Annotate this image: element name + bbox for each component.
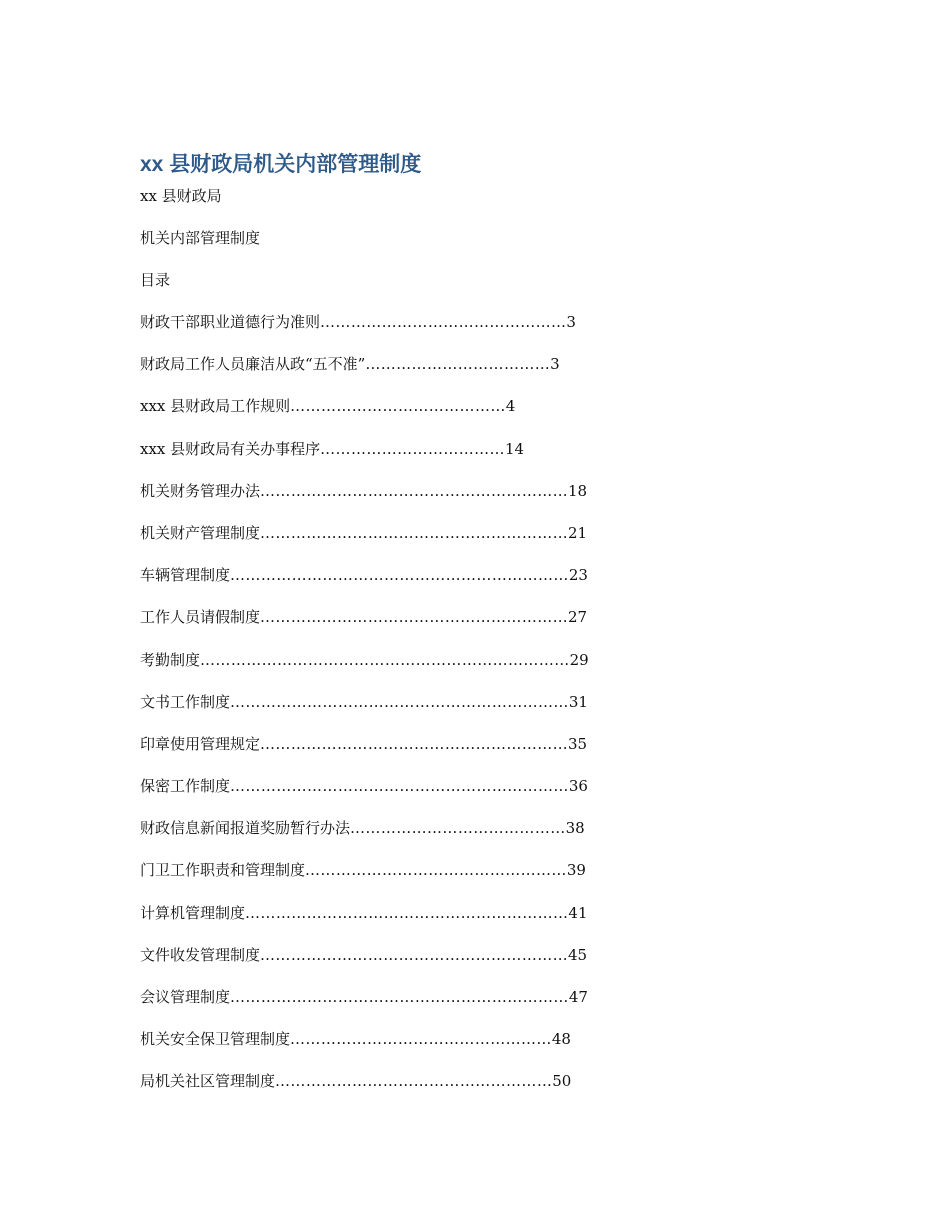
toc-entry-title: 机关财务管理办法 (140, 481, 261, 500)
toc-dot-leader: ……………………………………………… (275, 1072, 553, 1091)
toc-entry-title: 财政局工作人员廉洁从政“五不准” (140, 355, 366, 374)
toc-entry[interactable] (140, 312, 589, 332)
toc-entry-page: 50 (552, 1072, 572, 1091)
organization-line: xx 县财政局 (140, 187, 222, 205)
toc-dot-leader: …………………………………………… (305, 861, 567, 880)
toc-dot-leader: …………………………………… (290, 397, 506, 416)
toc-entry-page: 48 (551, 1030, 571, 1049)
toc-dot-leader: ………………………………………… (320, 313, 567, 331)
toc-dot-leader: ………………………………………………………… (230, 988, 569, 1006)
toc-entry-title: 计算机管理制度 (140, 903, 246, 922)
toc-entry-title: 财政干部职业道德行为准则 (140, 313, 321, 331)
toc-entry-title: 工作人员请假制度 (140, 608, 261, 627)
document-title: xx 县财政局机关内部管理制度 (140, 153, 422, 176)
toc-entry-page: 31 (568, 692, 588, 711)
toc-dot-leader: …………………………………… (350, 819, 566, 838)
toc-entry[interactable] (140, 734, 589, 754)
toc-entry[interactable] (140, 903, 589, 923)
toc-entry[interactable] (140, 481, 589, 501)
toc-entry-title: 文件收发管理制度 (140, 945, 261, 964)
toc-entry-title: 保密工作制度 (140, 777, 231, 796)
toc-entry-title: 机关财产管理制度 (140, 523, 261, 542)
toc-entry[interactable] (140, 1029, 589, 1049)
toc-entry-title: 印章使用管理规定 (140, 734, 261, 753)
toc-entry-page: 18 (568, 481, 588, 500)
toc-dot-leader: ……………………………… (365, 355, 551, 374)
toc-dot-leader: …………………………………………… (290, 1030, 552, 1049)
toc-entry-page: 35 (568, 734, 588, 753)
toc-entry-page: 3 (550, 355, 560, 374)
subtitle-line: 机关内部管理制度 (140, 229, 261, 247)
toc-entry[interactable] (140, 692, 589, 712)
toc-entry-title: xxx 县财政局工作规则 (140, 397, 291, 416)
toc-entry[interactable] (140, 860, 589, 880)
toc-entry-title: 机关安全保卫管理制度 (140, 1030, 291, 1049)
toc-dot-leader: …………………………………………………… (260, 481, 569, 500)
toc-entry-title: xxx 县财政局有关办事程序 (140, 439, 321, 458)
toc-dot-leader: ………………………………………………………… (230, 566, 569, 585)
toc-entry-page: 23 (568, 566, 588, 585)
toc-entry[interactable] (140, 565, 589, 585)
toc-entry-page: 3 (566, 313, 576, 331)
table-of-contents (140, 312, 589, 1114)
toc-entry[interactable] (140, 1071, 589, 1091)
toc-entry-page: 47 (568, 988, 588, 1006)
toc-entry-title: 考勤制度 (140, 650, 201, 669)
toc-entry-page: 29 (569, 650, 589, 669)
toc-dot-leader: …………………………………………………… (260, 945, 569, 964)
toc-entry-page: 27 (568, 608, 588, 627)
toc-entry-page: 14 (504, 439, 525, 458)
toc-entry[interactable] (140, 396, 589, 416)
toc-entry-title: 会议管理制度 (140, 988, 231, 1006)
toc-entry[interactable] (140, 776, 589, 796)
toc-dot-leader: ………………………………………………………… (230, 692, 569, 711)
toc-entry-page: 39 (566, 861, 586, 880)
toc-entry[interactable] (140, 607, 589, 627)
toc-dot-leader: …………………………………………………… (260, 608, 569, 627)
toc-entry[interactable] (140, 650, 589, 670)
toc-dot-leader: …………………………………………………… (260, 734, 569, 753)
toc-heading: 目录 (140, 271, 171, 289)
toc-entry[interactable] (140, 945, 589, 965)
toc-entry-title: 文书工作制度 (140, 692, 231, 711)
toc-entry[interactable] (140, 354, 589, 374)
toc-entry-title: 财政信息新闻报道奖励暂行办法 (140, 819, 351, 838)
toc-entry-title: 局机关社区管理制度 (140, 1072, 276, 1091)
toc-dot-leader: ……………………………………………………… (245, 903, 569, 922)
toc-entry-title: 门卫工作职责和管理制度 (140, 861, 306, 880)
toc-entry-page: 45 (568, 945, 588, 964)
toc-entry[interactable] (140, 987, 589, 1007)
toc-entry-page: 4 (505, 397, 516, 416)
toc-entry-page: 36 (568, 777, 588, 796)
toc-entry-page: 38 (565, 819, 585, 838)
toc-dot-leader: ……………………………………………………………… (200, 650, 570, 669)
toc-dot-leader: ………………………………………………………… (230, 777, 569, 796)
toc-entry-page: 41 (568, 903, 588, 922)
toc-dot-leader: …………………………………………………… (260, 523, 569, 542)
toc-entry[interactable] (140, 439, 589, 459)
toc-entry-page: 21 (568, 523, 588, 542)
toc-dot-leader: ……………………………… (320, 439, 505, 458)
toc-entry-title: 车辆管理制度 (140, 566, 231, 585)
toc-entry[interactable] (140, 523, 589, 543)
toc-entry[interactable] (140, 818, 589, 838)
